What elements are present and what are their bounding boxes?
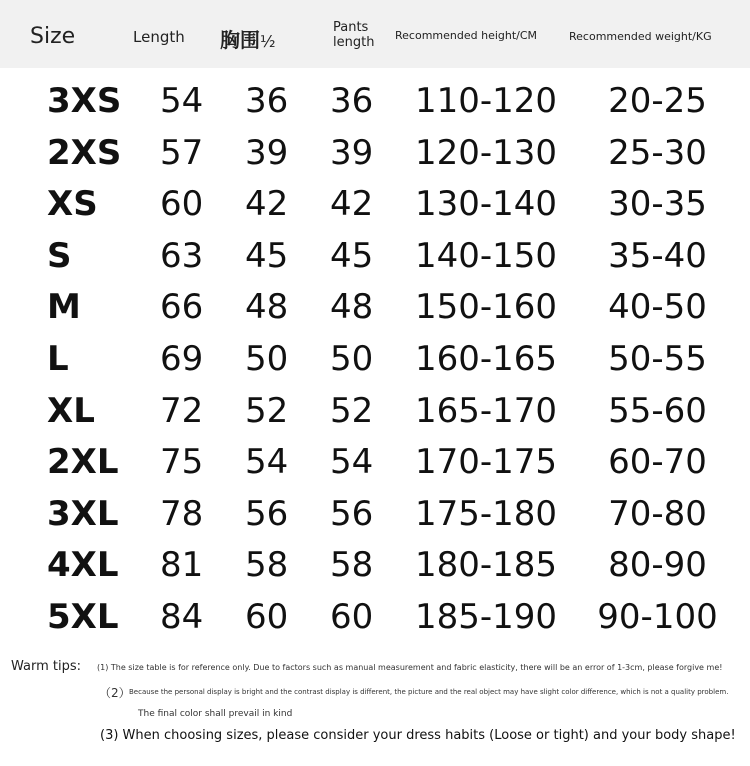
cell-size: 2XS xyxy=(47,132,122,173)
cell-height: 175-180 xyxy=(415,493,558,534)
tip-1: (1) The size table is for reference only. Due to factors such as manual measurement and fabric elasticity, there will be an error of 1-3cm, please forgive me! xyxy=(97,663,723,672)
cell-weight: 70-80 xyxy=(608,493,707,534)
cell-length: 54 xyxy=(160,81,204,121)
cell-pants: 58 xyxy=(330,545,374,586)
cell-length: 72 xyxy=(160,390,204,431)
cell-weight: 55-60 xyxy=(608,390,707,431)
cell-size: 3XL xyxy=(47,493,119,534)
tip-2: Because the personal display is bright and the contrast display is different, the picture and the real object may have slight color difference, which is not a quality problem. xyxy=(129,688,729,696)
header-size: Size xyxy=(30,24,76,49)
header-pants-length: Pants length xyxy=(333,20,375,50)
cell-chest: 58 xyxy=(245,545,289,586)
cell-length: 69 xyxy=(160,339,204,379)
cell-height: 160-165 xyxy=(415,339,558,379)
cell-pants: 52 xyxy=(330,390,374,431)
cell-pants: 50 xyxy=(330,339,374,379)
table-row xyxy=(0,287,750,339)
cell-length: 78 xyxy=(160,493,204,534)
cell-height: 170-175 xyxy=(415,442,558,483)
cell-height: 150-160 xyxy=(415,287,558,328)
cell-pants: 36 xyxy=(330,81,374,121)
header-recommended-weight: Recommended weight/KG xyxy=(569,30,712,43)
cell-pants: 48 xyxy=(330,287,374,328)
cell-weight: 35-40 xyxy=(608,235,707,276)
tip-2-continued: The final color shall prevail in kind xyxy=(138,709,293,719)
table-header xyxy=(0,0,750,68)
cell-height: 130-140 xyxy=(415,184,558,225)
cell-size: 5XL xyxy=(47,597,119,637)
cell-height: 185-190 xyxy=(415,597,558,637)
cell-pants: 39 xyxy=(330,132,374,173)
cell-height: 180-185 xyxy=(415,545,558,586)
cell-size: 4XL xyxy=(47,545,119,586)
cell-length: 81 xyxy=(160,545,204,586)
cell-chest: 36 xyxy=(245,81,289,121)
header-recommended-height: Recommended height/CM xyxy=(395,29,538,42)
table-row xyxy=(0,133,750,185)
cell-height: 120-130 xyxy=(415,132,558,173)
cell-length: 63 xyxy=(160,235,204,276)
cell-weight: 30-35 xyxy=(608,184,707,225)
cell-pants: 54 xyxy=(330,442,374,483)
cell-weight: 20-25 xyxy=(608,81,707,121)
header-chest-half: ½ xyxy=(260,32,276,51)
cell-weight: 80-90 xyxy=(608,545,707,586)
cell-weight: 50-55 xyxy=(608,339,707,379)
cell-length: 84 xyxy=(160,597,204,637)
cell-weight: 40-50 xyxy=(608,287,707,328)
cell-chest: 60 xyxy=(245,597,289,637)
cell-size: 3XS xyxy=(47,81,122,121)
tip-3: (3) When choosing sizes, please consider your dress habits (Loose or tight) and your body shape! xyxy=(100,728,736,743)
cell-height: 110-120 xyxy=(415,81,558,121)
cell-pants: 42 xyxy=(330,184,374,225)
warm-tips-title: Warm tips: xyxy=(11,659,82,674)
cell-chest: 42 xyxy=(245,184,289,225)
table-row xyxy=(0,494,750,546)
cell-weight: 25-30 xyxy=(608,132,707,173)
cell-length: 57 xyxy=(160,132,204,173)
table-row xyxy=(0,236,750,288)
table-row xyxy=(0,597,750,649)
table-row xyxy=(0,442,750,494)
cell-weight: 60-70 xyxy=(608,442,707,483)
cell-pants: 45 xyxy=(330,235,374,276)
cell-size: M xyxy=(47,287,81,328)
cell-weight: 90-100 xyxy=(597,597,718,637)
cell-chest: 48 xyxy=(245,287,289,328)
cell-size: S xyxy=(47,235,72,276)
header-length: Length xyxy=(133,28,185,46)
table-row xyxy=(0,339,750,391)
cell-pants: 56 xyxy=(330,493,374,534)
cell-size: 2XL xyxy=(47,442,119,483)
table-row xyxy=(0,391,750,443)
cell-chest: 54 xyxy=(245,442,289,483)
cell-size: L xyxy=(47,339,69,379)
cell-size: XS xyxy=(47,184,98,225)
header-chest xyxy=(220,24,276,53)
header-chest-label: 胸围 xyxy=(220,28,260,52)
cell-length: 75 xyxy=(160,442,204,483)
cell-height: 140-150 xyxy=(415,235,558,276)
cell-chest: 39 xyxy=(245,132,289,173)
cell-height: 165-170 xyxy=(415,390,558,431)
table-row xyxy=(0,545,750,597)
tip-2-number: （2） xyxy=(99,686,131,700)
cell-chest: 45 xyxy=(245,235,289,276)
cell-chest: 56 xyxy=(245,493,289,534)
cell-length: 60 xyxy=(160,184,204,225)
cell-chest: 50 xyxy=(245,339,289,379)
table-row xyxy=(0,184,750,236)
cell-length: 66 xyxy=(160,287,204,328)
cell-chest: 52 xyxy=(245,390,289,431)
table-row xyxy=(0,81,750,133)
cell-pants: 60 xyxy=(330,597,374,637)
cell-size: XL xyxy=(47,390,95,431)
